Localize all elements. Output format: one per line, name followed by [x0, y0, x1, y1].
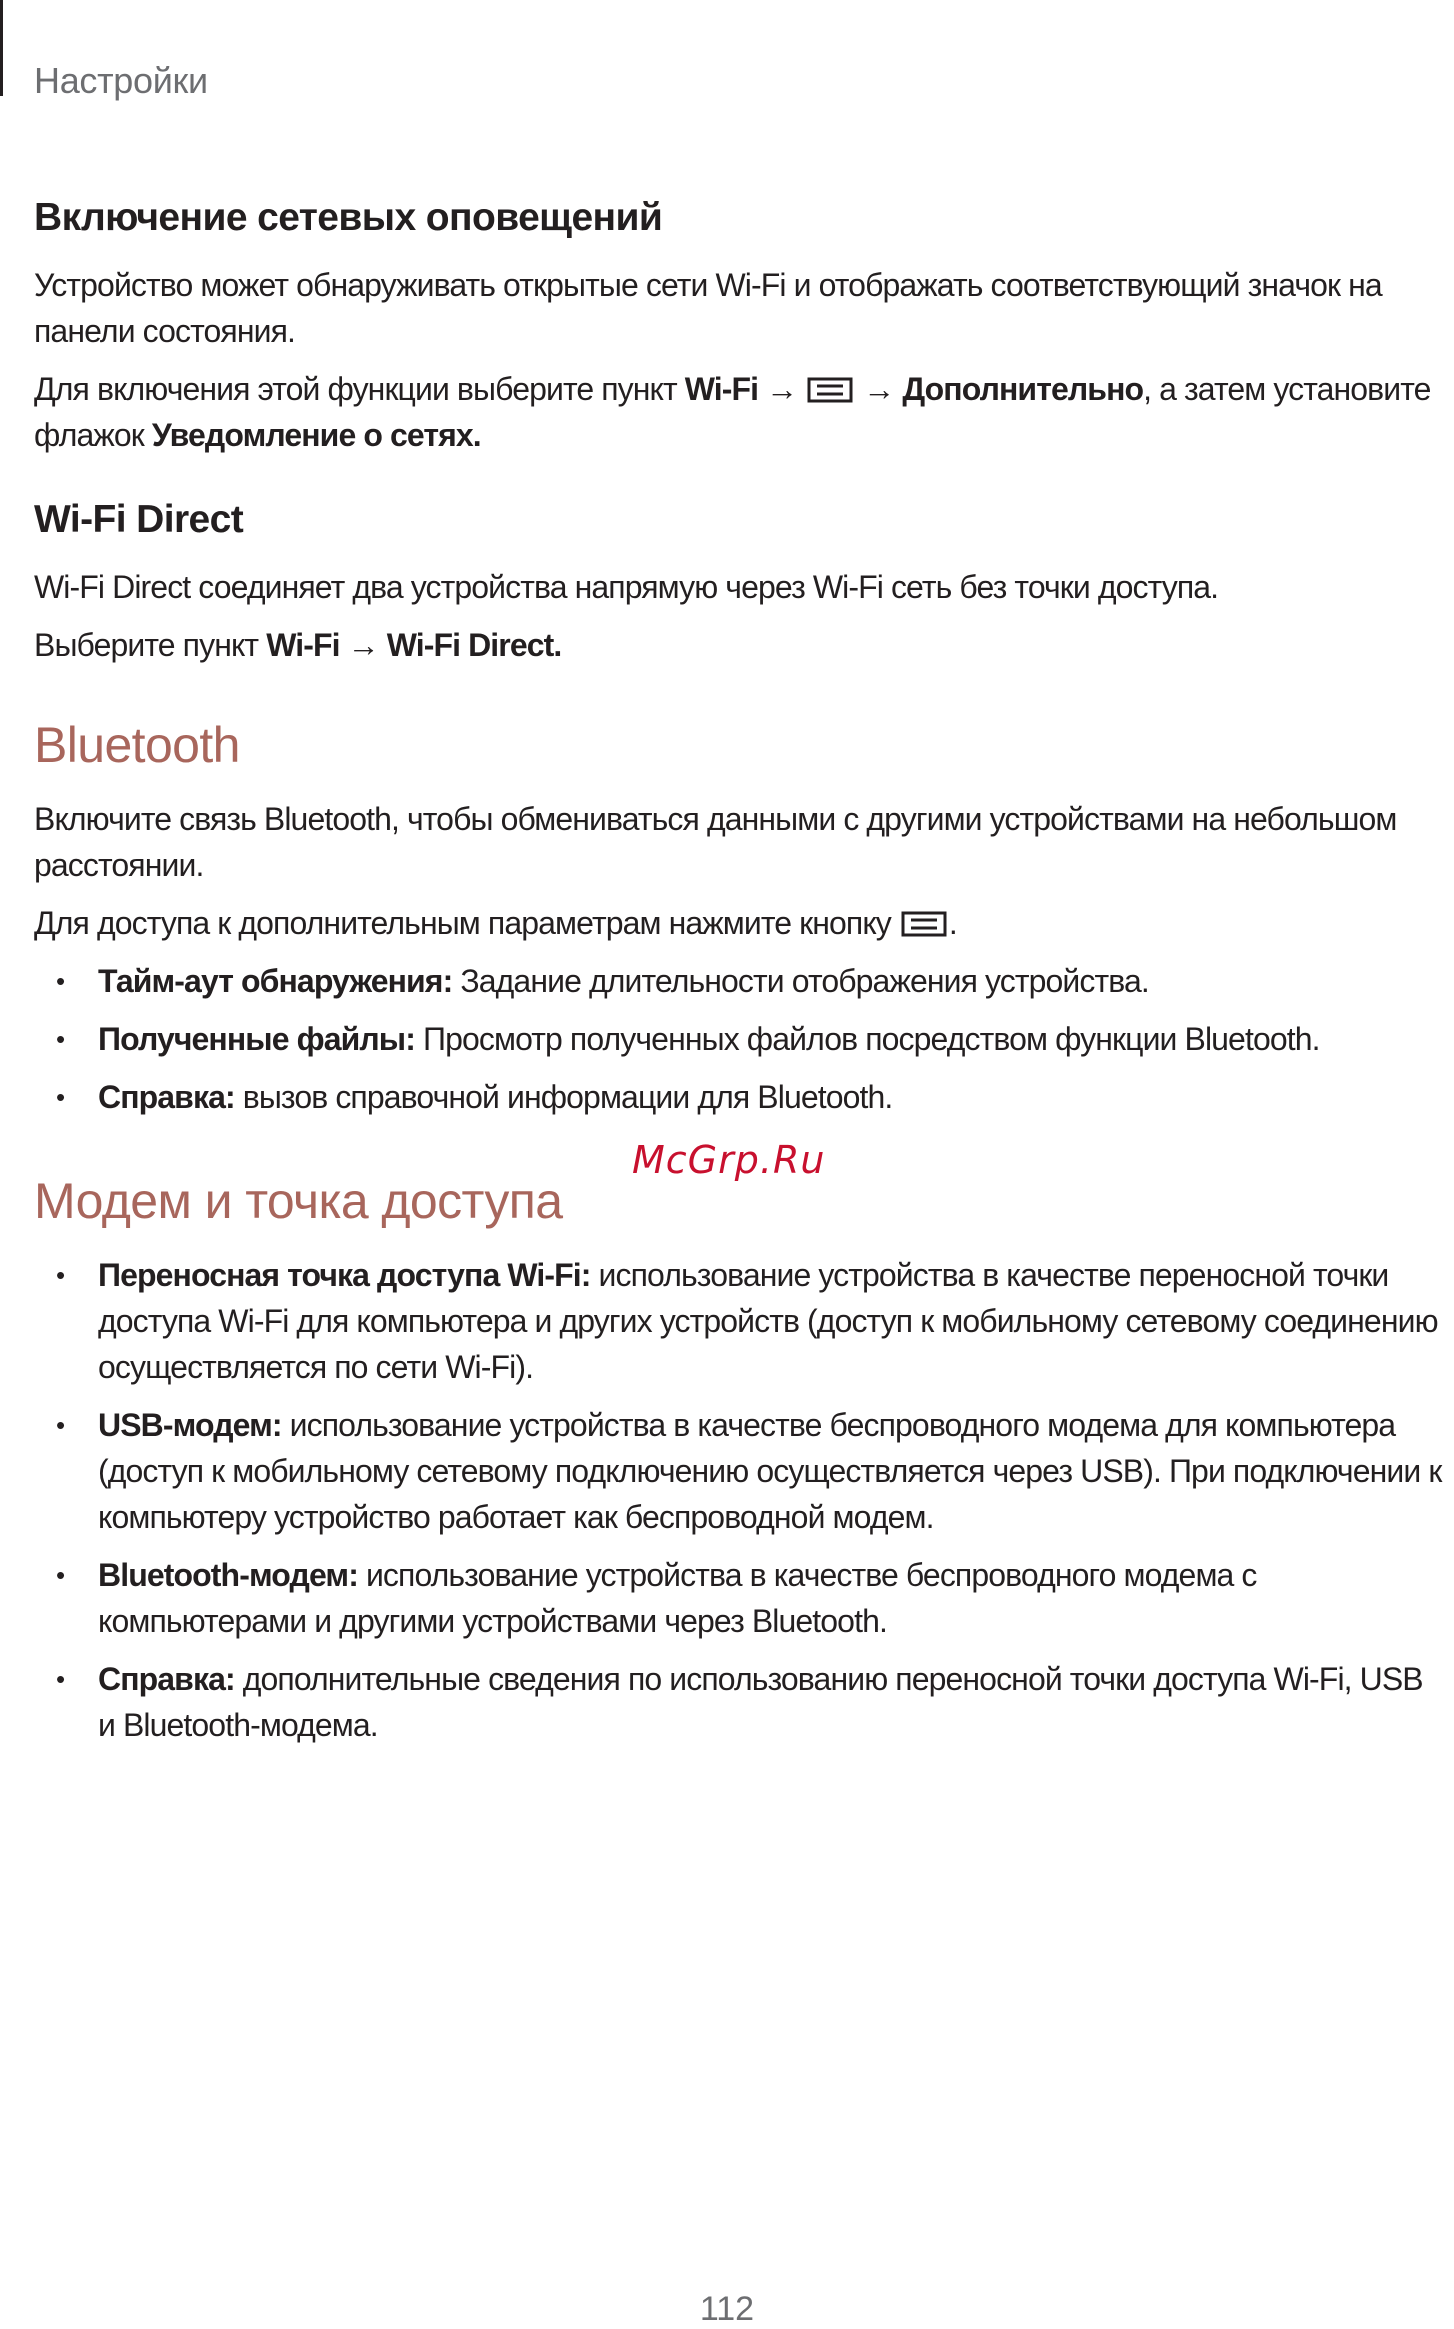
list-item [34, 1552, 1444, 1644]
bluetooth-p2 [34, 900, 1444, 946]
list-item [34, 1252, 1444, 1390]
wifi-direct-heading: Wi-Fi Direct [34, 498, 244, 541]
p2-prefix: Для доступа к дополнительным параметрам нажмите кнопку [34, 905, 899, 941]
p2-end: . [553, 627, 562, 663]
p2-middle: , а затем установите флажок [34, 371, 1431, 453]
wifi-term: Wi-Fi [266, 627, 340, 663]
item-text: дополнительные сведения по использованию переносной точки доступа Wi-Fi, USB и Bluetooth-модема. [98, 1661, 1423, 1743]
network-notifications-p1: Устройство может обнаруживать открытые сети Wi-Fi и отображать соответствующий значок на панели состояния. [34, 267, 1382, 349]
arrow: → [758, 371, 806, 407]
bluetooth-options-list [34, 958, 1444, 1120]
wifi-direct-p1: Wi-Fi Direct соединяет два устройства напрямую через Wi-Fi сеть без точки доступа. [34, 569, 1219, 605]
item-term: Bluetooth-модем: [98, 1557, 358, 1593]
running-head: Настройки [34, 60, 208, 101]
item-text: вызов справочной информации для Bluetooth. [234, 1079, 893, 1115]
list-item [34, 1656, 1444, 1748]
network-notifications-heading: Включение сетевых оповещений [34, 196, 663, 239]
item-text: использование устройства в качестве переносной точки доступа Wi-Fi для компьютера и других устройств (доступ к мобильному сетевому соединению осуществляется по сети Wi-Fi). [98, 1257, 1438, 1385]
bluetooth-section [34, 716, 1444, 1120]
tethering-heading: Модем и точка доступа [34, 1173, 563, 1229]
menu-key-icon [901, 911, 947, 937]
bullet-icon: • [56, 1560, 65, 1590]
arrow: → [855, 371, 903, 407]
item-text: использование устройства в качестве беспроводного модема с компьютерами и другими устройствами через Bluetooth. [98, 1557, 1257, 1639]
menu-key-icon [807, 377, 853, 403]
page-number: 112 [699, 2290, 755, 2328]
p2-end: . [472, 417, 481, 453]
bluetooth-heading: Bluetooth [34, 717, 240, 773]
item-term: Полученные файлы: [98, 1021, 415, 1057]
wifi-direct-p2 [34, 622, 1444, 668]
page-content [34, 196, 1444, 1760]
list-item [34, 1016, 1444, 1062]
watermark: McGrp.Ru [632, 1138, 826, 1182]
margin-rule [0, 0, 3, 96]
tethering-options-list [34, 1252, 1444, 1748]
list-item [34, 1402, 1444, 1540]
bluetooth-p1: Включите связь Bluetooth, чтобы обмениваться данными с другими устройствами на небольшом расстоянии. [34, 801, 1397, 883]
p2-prefix: Для включения этой функции выберите пункт [34, 371, 685, 407]
network-notifications-section [34, 196, 1444, 458]
item-text: Просмотр полученных файлов посредством функции Bluetooth. [414, 1021, 1320, 1057]
item-term: Тайм-аут обнаружения: [98, 963, 453, 999]
bullet-icon: • [56, 966, 65, 996]
network-notifications-p2 [34, 366, 1444, 458]
item-text: Задание длительности отображения устройства. [452, 963, 1149, 999]
p2-prefix: Выберите пункт [34, 627, 267, 663]
bullet-icon: • [56, 1260, 65, 1290]
tethering-section [34, 1172, 1444, 1748]
item-term: Справка: [98, 1661, 235, 1697]
list-item [34, 958, 1444, 1004]
p2-end: . [948, 905, 957, 941]
item-term: Справка: [98, 1079, 235, 1115]
advanced-term: Дополнительно [902, 371, 1144, 407]
bullet-icon: • [56, 1082, 65, 1112]
item-text: использование устройства в качестве беспроводного модема для компьютера (доступ к мобильному сетевому подключению осуществляется через USB). При подключении к компьютеру устройство работает как беспроводной модем. [98, 1407, 1442, 1535]
item-term: USB-модем: [98, 1407, 282, 1443]
bullet-icon: • [56, 1024, 65, 1054]
wifi-direct-term: Wi-Fi Direct [386, 627, 554, 663]
wifi-term: Wi-Fi [684, 371, 759, 407]
arrow: → [339, 627, 387, 663]
item-term: Переносная точка доступа Wi-Fi: [98, 1257, 591, 1293]
bullet-icon: • [56, 1664, 65, 1694]
bullet-icon: • [56, 1410, 65, 1440]
notify-term: Уведомление о сетях [151, 417, 473, 453]
wifi-direct-section [34, 498, 1444, 668]
list-item [34, 1074, 1444, 1120]
